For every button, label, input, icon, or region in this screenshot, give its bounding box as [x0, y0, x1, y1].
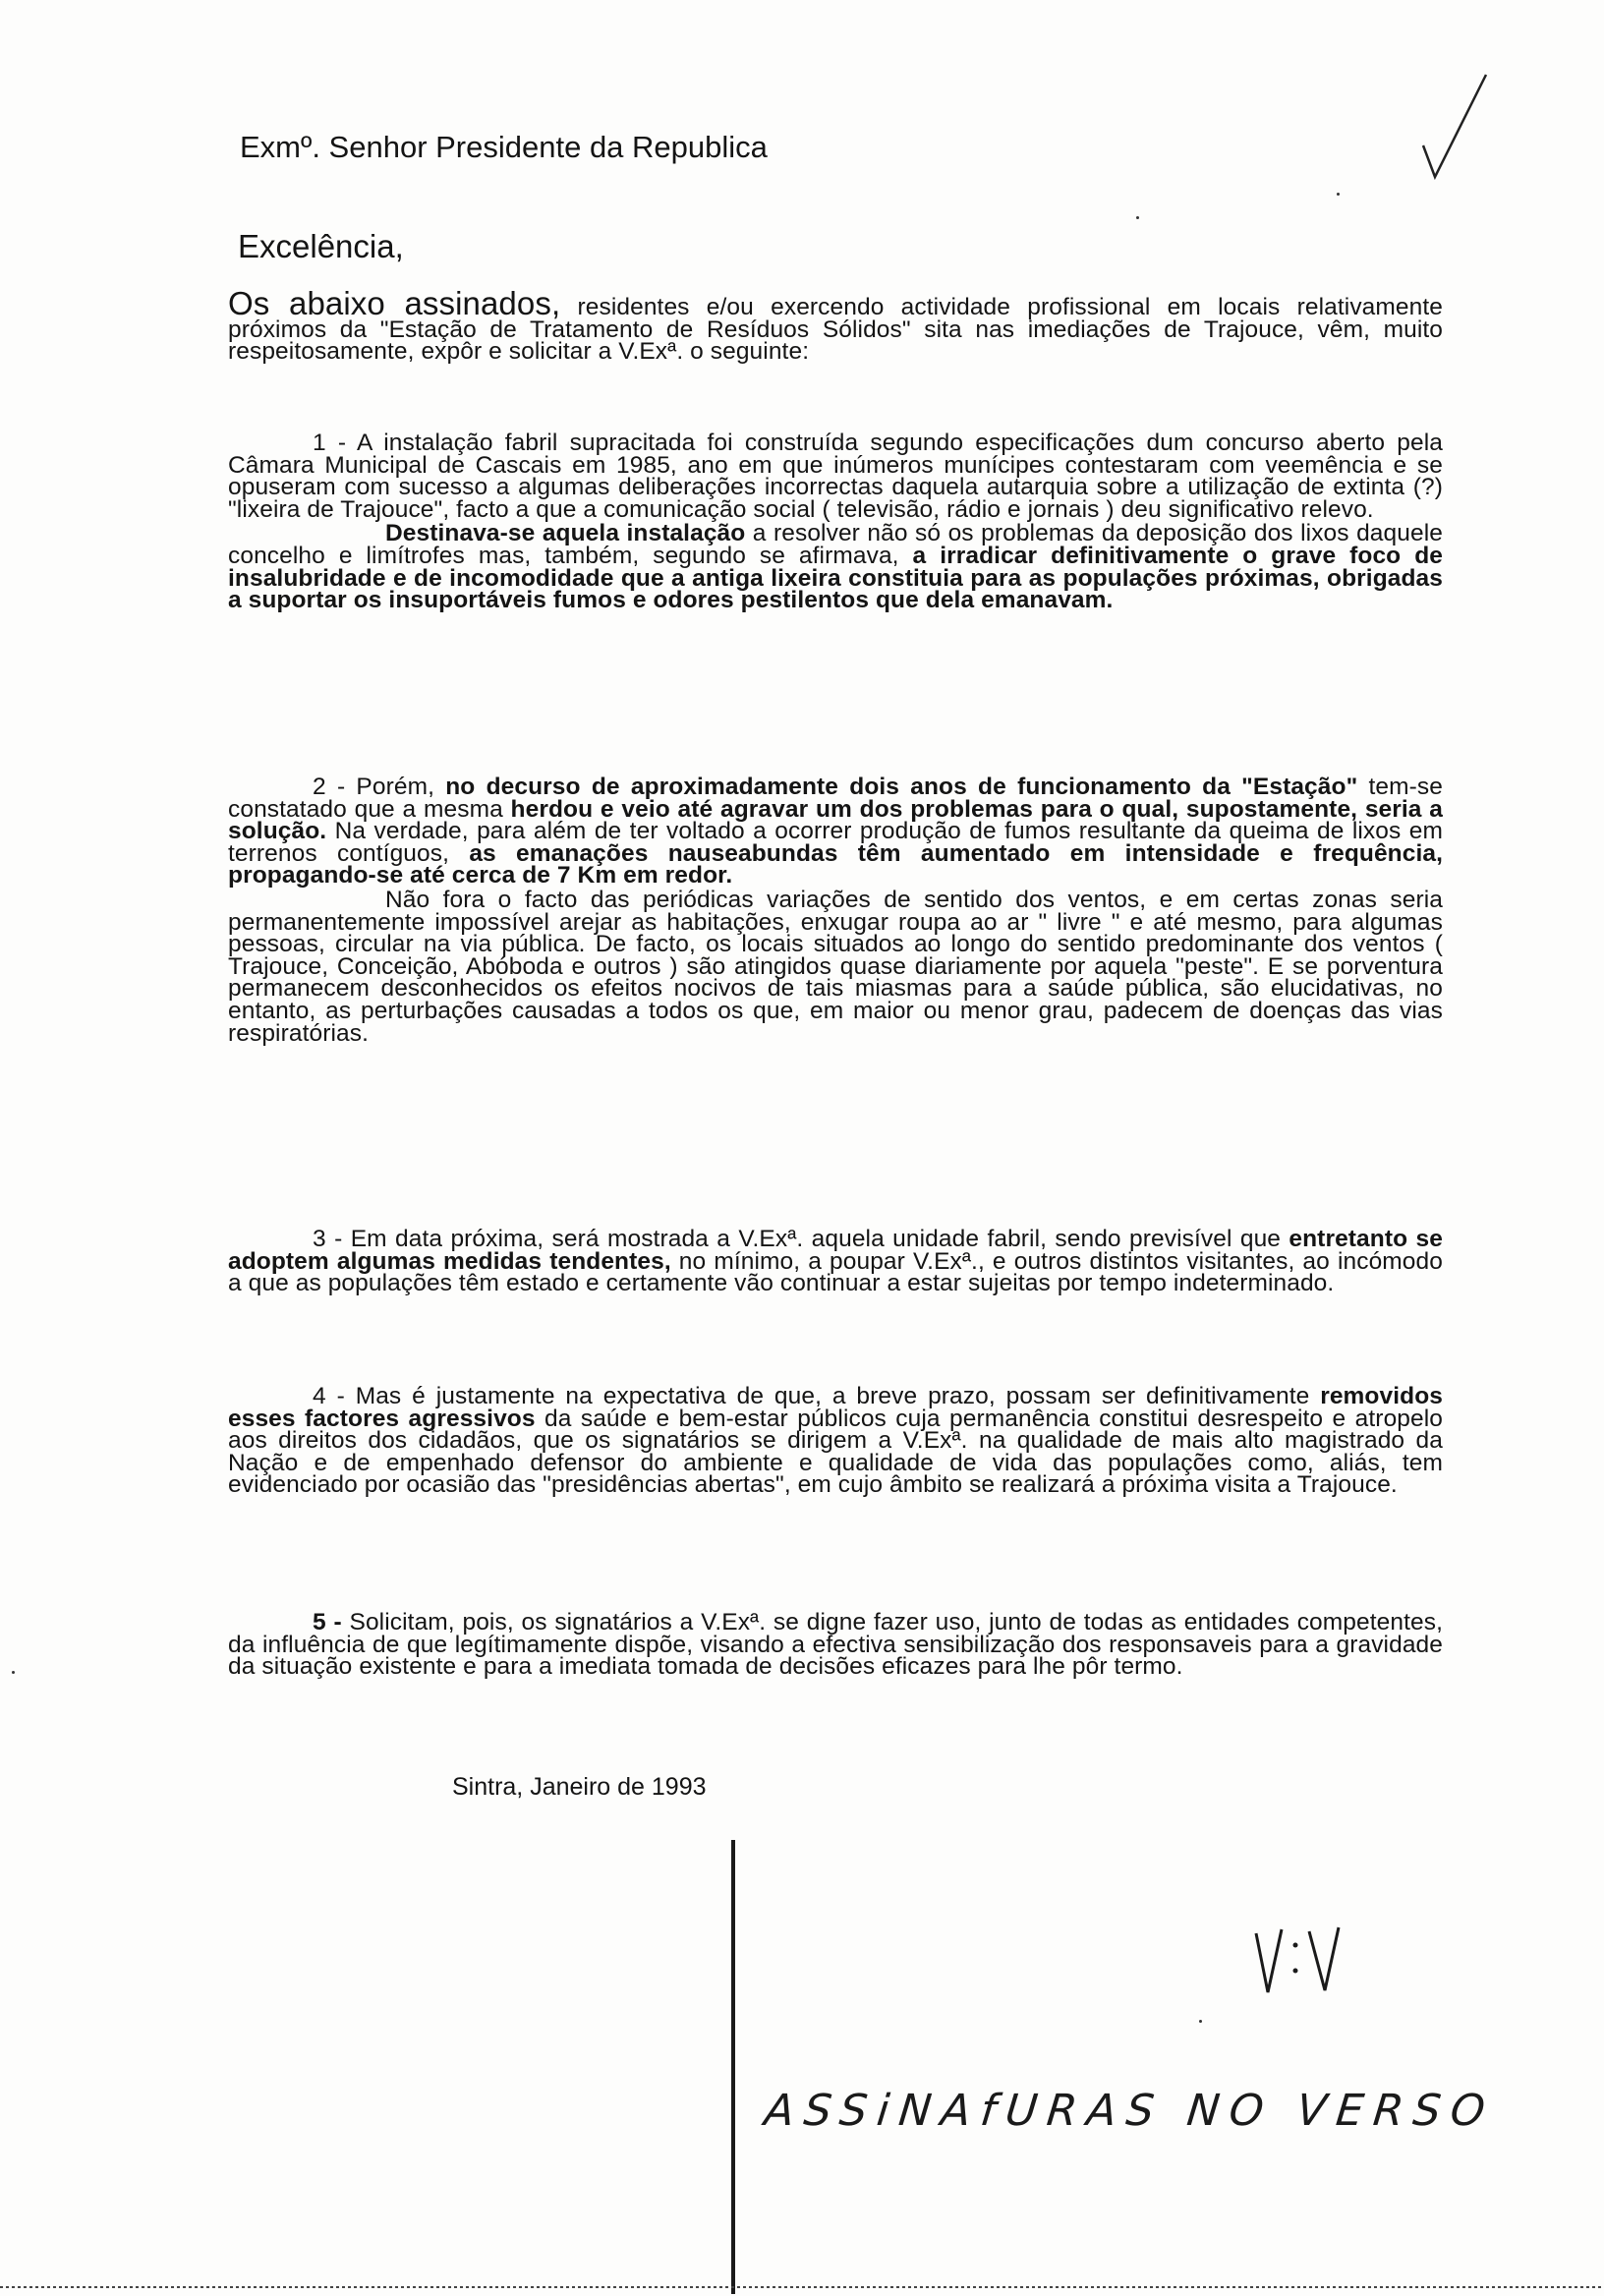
- s3-b: entretanto se adoptem algumas medidas tendentes,: [228, 1226, 1443, 1275]
- s4-c: da saúde e bem-estar públicos cuja permanência constitui desrespeito e atropelo aos direitos dos cidadãos, que os signatários se dirigem a V.Exª. na qualidade de mais alto magistrado da Nação e de empenhado defensor do ambiente e qualidade de vida das populações como, aliás, tem evidenciado por ocasião das "presidências abertas", em cujo âmbito se realizará a próxima visita a Trajouce.: [228, 1405, 1444, 1499]
- s3-a: 3 - Em data próxima, será mostrada a V.Exª. aquela unidade fabril, sendo previsível que: [313, 1226, 1289, 1252]
- intro-paragraph: [228, 285, 1443, 366]
- intro-lead: Os abaixo assinados,: [228, 285, 561, 321]
- section-1-paragraph-1: 1 - A instalação fabril supracitada foi construída segundo especificações dum concurso aberto pela Câmara Municipal de Cascais em 1985, ano em que inúmeros munícipes contestaram com veemência e se opuseram com sucesso a algumas deliberações incorrectas daquela autarquia sobre a utilização de extinta (?) "lixeira de Trajouce", facto a que a comunicação social ( televisão, rádio e jornais ) deu significativo relevo.: [228, 430, 1443, 523]
- scan-speck: [1136, 216, 1139, 219]
- check-mark: [1415, 69, 1494, 187]
- intro-rest: residentes e/ou exercendo actividade profissional em locais relativamente próximos da "Estação de Tratamento de Resíduos Sólidos" sita nas imediações de Trajouce, vêm, muito respeitosamente, expôr e solicitar a V.Exª. o seguinte:: [228, 294, 1443, 366]
- s4-a: 4 - Mas é justamente na expectativa de que, a breve prazo, possam ser definitivamente: [313, 1383, 1321, 1409]
- section-1-paragraph-2: [228, 520, 1443, 614]
- section-5: [228, 1609, 1443, 1681]
- scan-edge: [0, 2286, 1604, 2288]
- section-2-paragraph-1: [228, 776, 1443, 888]
- scan-speck: [1199, 2020, 1202, 2023]
- addressee: Exmº. Senhor Presidente da Republica: [240, 130, 768, 164]
- section-2-paragraph-2: Não fora o facto das periódicas variações de sentido dos ventos, e em certas zonas seria permanentemente impossível arejar as habitações, enxugar roupa ao ar " livre " e até mesmo, para algumas pessoas, circular na via pública. De facto, os locais situados ao longo do sentido predominante dos ventos ( Trajouce, Conceição, Abóboda e outros ) são atingidos quase diariamente por aquela "peste". E se porventura permanecem desconhecidos os efeitos nocivos de tais miasmas para a saúde pública, são elucidativas, no entanto, as perturbações causadas a todos os que, em maior ou menor grau, padecem de doenças das vias respiratórias.: [228, 886, 1443, 1047]
- section-4: [228, 1383, 1444, 1499]
- salutation: Excelência,: [238, 228, 404, 264]
- section-4-paragraph: [228, 1383, 1444, 1499]
- section-3: [228, 1226, 1443, 1297]
- scan-speck: [12, 1671, 15, 1674]
- s2-f: as emanações nauseabundas têm aumentado em intensidade e frequência, propagando-se até cerca de 7 Km em redor.: [228, 839, 1444, 890]
- s2-e: Na verdade, para além de ter voltado a ocorrer produção de fumos resultante da queima de lixos em terrenos contíguos,: [228, 818, 1443, 867]
- handwritten-note: ASSiNAfURAS NO VERSO: [762, 2086, 1498, 2136]
- s1-bold-1: Destinava-se aquela instalação: [385, 520, 746, 547]
- s5-b: Solicitam, pois, os signatários a V.Exª. se digne fazer uso, junto de todas as entidades competentes, da influência de que legítimamente dispõe, visando a efectiva sensibilização dos responsaveis para a gravidade da situação existente e para a imediata tomada de decisões eficazes para lhe pôr termo.: [228, 1609, 1443, 1681]
- s2-b: no decurso de aproximadamente dois anos de funcionamento da "Estação": [445, 774, 1358, 800]
- scan-speck: [1337, 193, 1340, 196]
- handwritten-initials: [1248, 1922, 1376, 2000]
- s1-bold-2: a irradicar definitivamente o grave foco de insalubridade e de incomodidade que a antiga lixeira constituia para as populações próximas, obrigadas a suportar os insuportáveis fumos e odores pestilentos que dela emanavam.: [228, 542, 1443, 614]
- place-date: Sintra, Janeiro de 1993: [452, 1773, 707, 1801]
- section-3-paragraph: [228, 1226, 1443, 1297]
- signature-divider: [731, 1840, 735, 2294]
- section-2: [228, 776, 1443, 1045]
- s4-b: removidos esses factores agressivos: [228, 1383, 1443, 1432]
- s2-c: tem-se constatado que a mesma: [228, 774, 1443, 823]
- section-5-paragraph: [228, 1609, 1443, 1681]
- section-1: [228, 432, 1443, 612]
- s3-c: no mínimo, a poupar V.Exª., e outros distintos visitantes, ao incómodo a que as populações têm estado e certamente vão continuar a estar sujeitas por tempo indeterminado.: [228, 1247, 1443, 1297]
- s1-text: a resolver não só os problemas da deposição dos lixos daquele concelho e limítrofes mas, também, segundo se afirmava,: [228, 520, 1443, 569]
- s2-a: 2 - Porém,: [313, 774, 446, 800]
- s5-a: 5 -: [313, 1609, 350, 1636]
- s2-d: herdou e veio até agravar um dos problemas para o qual, supostamente, seria a solução.: [228, 795, 1443, 845]
